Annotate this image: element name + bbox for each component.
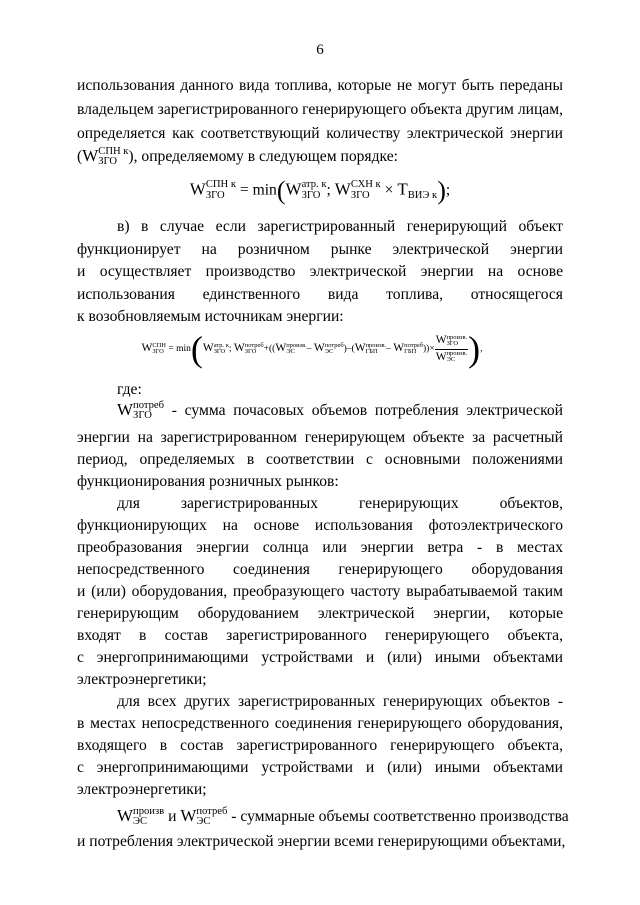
text-line: функционирующих на основе использования фотоэлектрического bbox=[77, 517, 563, 534]
text-line: непосредственного соединения генерирующего оборудования bbox=[77, 561, 563, 578]
text-line: и (или) оборудования, преобразующего частоту вырабатываемой таким bbox=[77, 583, 563, 600]
formula-1: W СПН к ЗГО = min(W атр. к ЗГО ; W СХН к ЗГО × $T_{ВИЭ к}$); bbox=[189, 176, 451, 205]
definition-line-with-symbol: W произв ЭС и W потреб ЭС - суммарные объемы соответственно производства bbox=[117, 805, 569, 828]
where-label: где: bbox=[117, 381, 142, 398]
text-line: функционирования розничных рынков: bbox=[77, 473, 339, 490]
page-number: 6 bbox=[316, 42, 324, 58]
formula-2: W СПН ЗГО = min(W атр. к ЗГО ; W потреб ЗГО +((W произв. ЭС – W потреб ЭС )–(W произв. ГБП – W потреб ГБП ))× W произв. ЗГО W произв. ЭС ), bbox=[141, 329, 483, 369]
text-line: входят в состав зарегистрированного генерирующего объекта, bbox=[77, 627, 563, 644]
definition-line-with-symbol: W потреб ЗГО - сумма почасовых объемов потребления электрической bbox=[117, 399, 563, 422]
text-line: и осуществляет производство электрической энергии на основе bbox=[77, 263, 563, 280]
text-line: энергии на зарегистрированном генерирующем объекте за расчетный bbox=[77, 429, 563, 446]
text-line: использования единственного вида топлива, относящегося bbox=[77, 286, 563, 303]
text-line: в) в случае если зарегистрированный генерирующий объект bbox=[117, 218, 563, 235]
text-line: использования данного вида топлива, которые не могут быть переданы bbox=[77, 77, 563, 94]
text-line: генерирующим оборудованием электрической энергии, которые bbox=[77, 605, 563, 622]
text-line: функционирует на розничном рынке электрической энергии bbox=[77, 241, 563, 258]
text-line: определяется как соответствующий количеству электрической энергии bbox=[77, 125, 563, 142]
text-line-with-symbol: (W СПН к ЗГО ), определяемому в следующем порядке: bbox=[77, 145, 398, 168]
text-line: электроэнергетики; bbox=[77, 671, 207, 688]
text-line: для всех других зарегистрированных генерирующих объектов - bbox=[117, 693, 563, 710]
text-line: входящего в состав зарегистрированного генерирующего объекта, bbox=[77, 737, 563, 754]
text-line: и потребления электрической энергии всеми генерирующими объектами, bbox=[77, 833, 566, 850]
text-line: владельцем зарегистрированного генерирующего объекта другим лицам, bbox=[77, 101, 563, 118]
text-line: преобразования энергии солнца или энергии ветра - в местах bbox=[77, 539, 563, 556]
text-line: для зарегистрированных генерирующих объектов, bbox=[117, 495, 563, 512]
text-line: с энергопринимающими устройствами и (или) иными объектами bbox=[77, 759, 563, 776]
text-line: период, определяемых в соответствии с основными положениями bbox=[77, 451, 563, 468]
text-line: электроэнергетики; bbox=[77, 781, 207, 798]
w-zgo-spn-k-symbol: W СПН к ЗГО bbox=[82, 145, 129, 168]
text-line: к возобновляемым источникам энергии: bbox=[77, 308, 344, 325]
text-line: с энергопринимающими устройствами и (или) иными объектами bbox=[77, 649, 563, 666]
text-line: в местах непосредственного соединения генерирующего оборудования, bbox=[77, 715, 563, 732]
